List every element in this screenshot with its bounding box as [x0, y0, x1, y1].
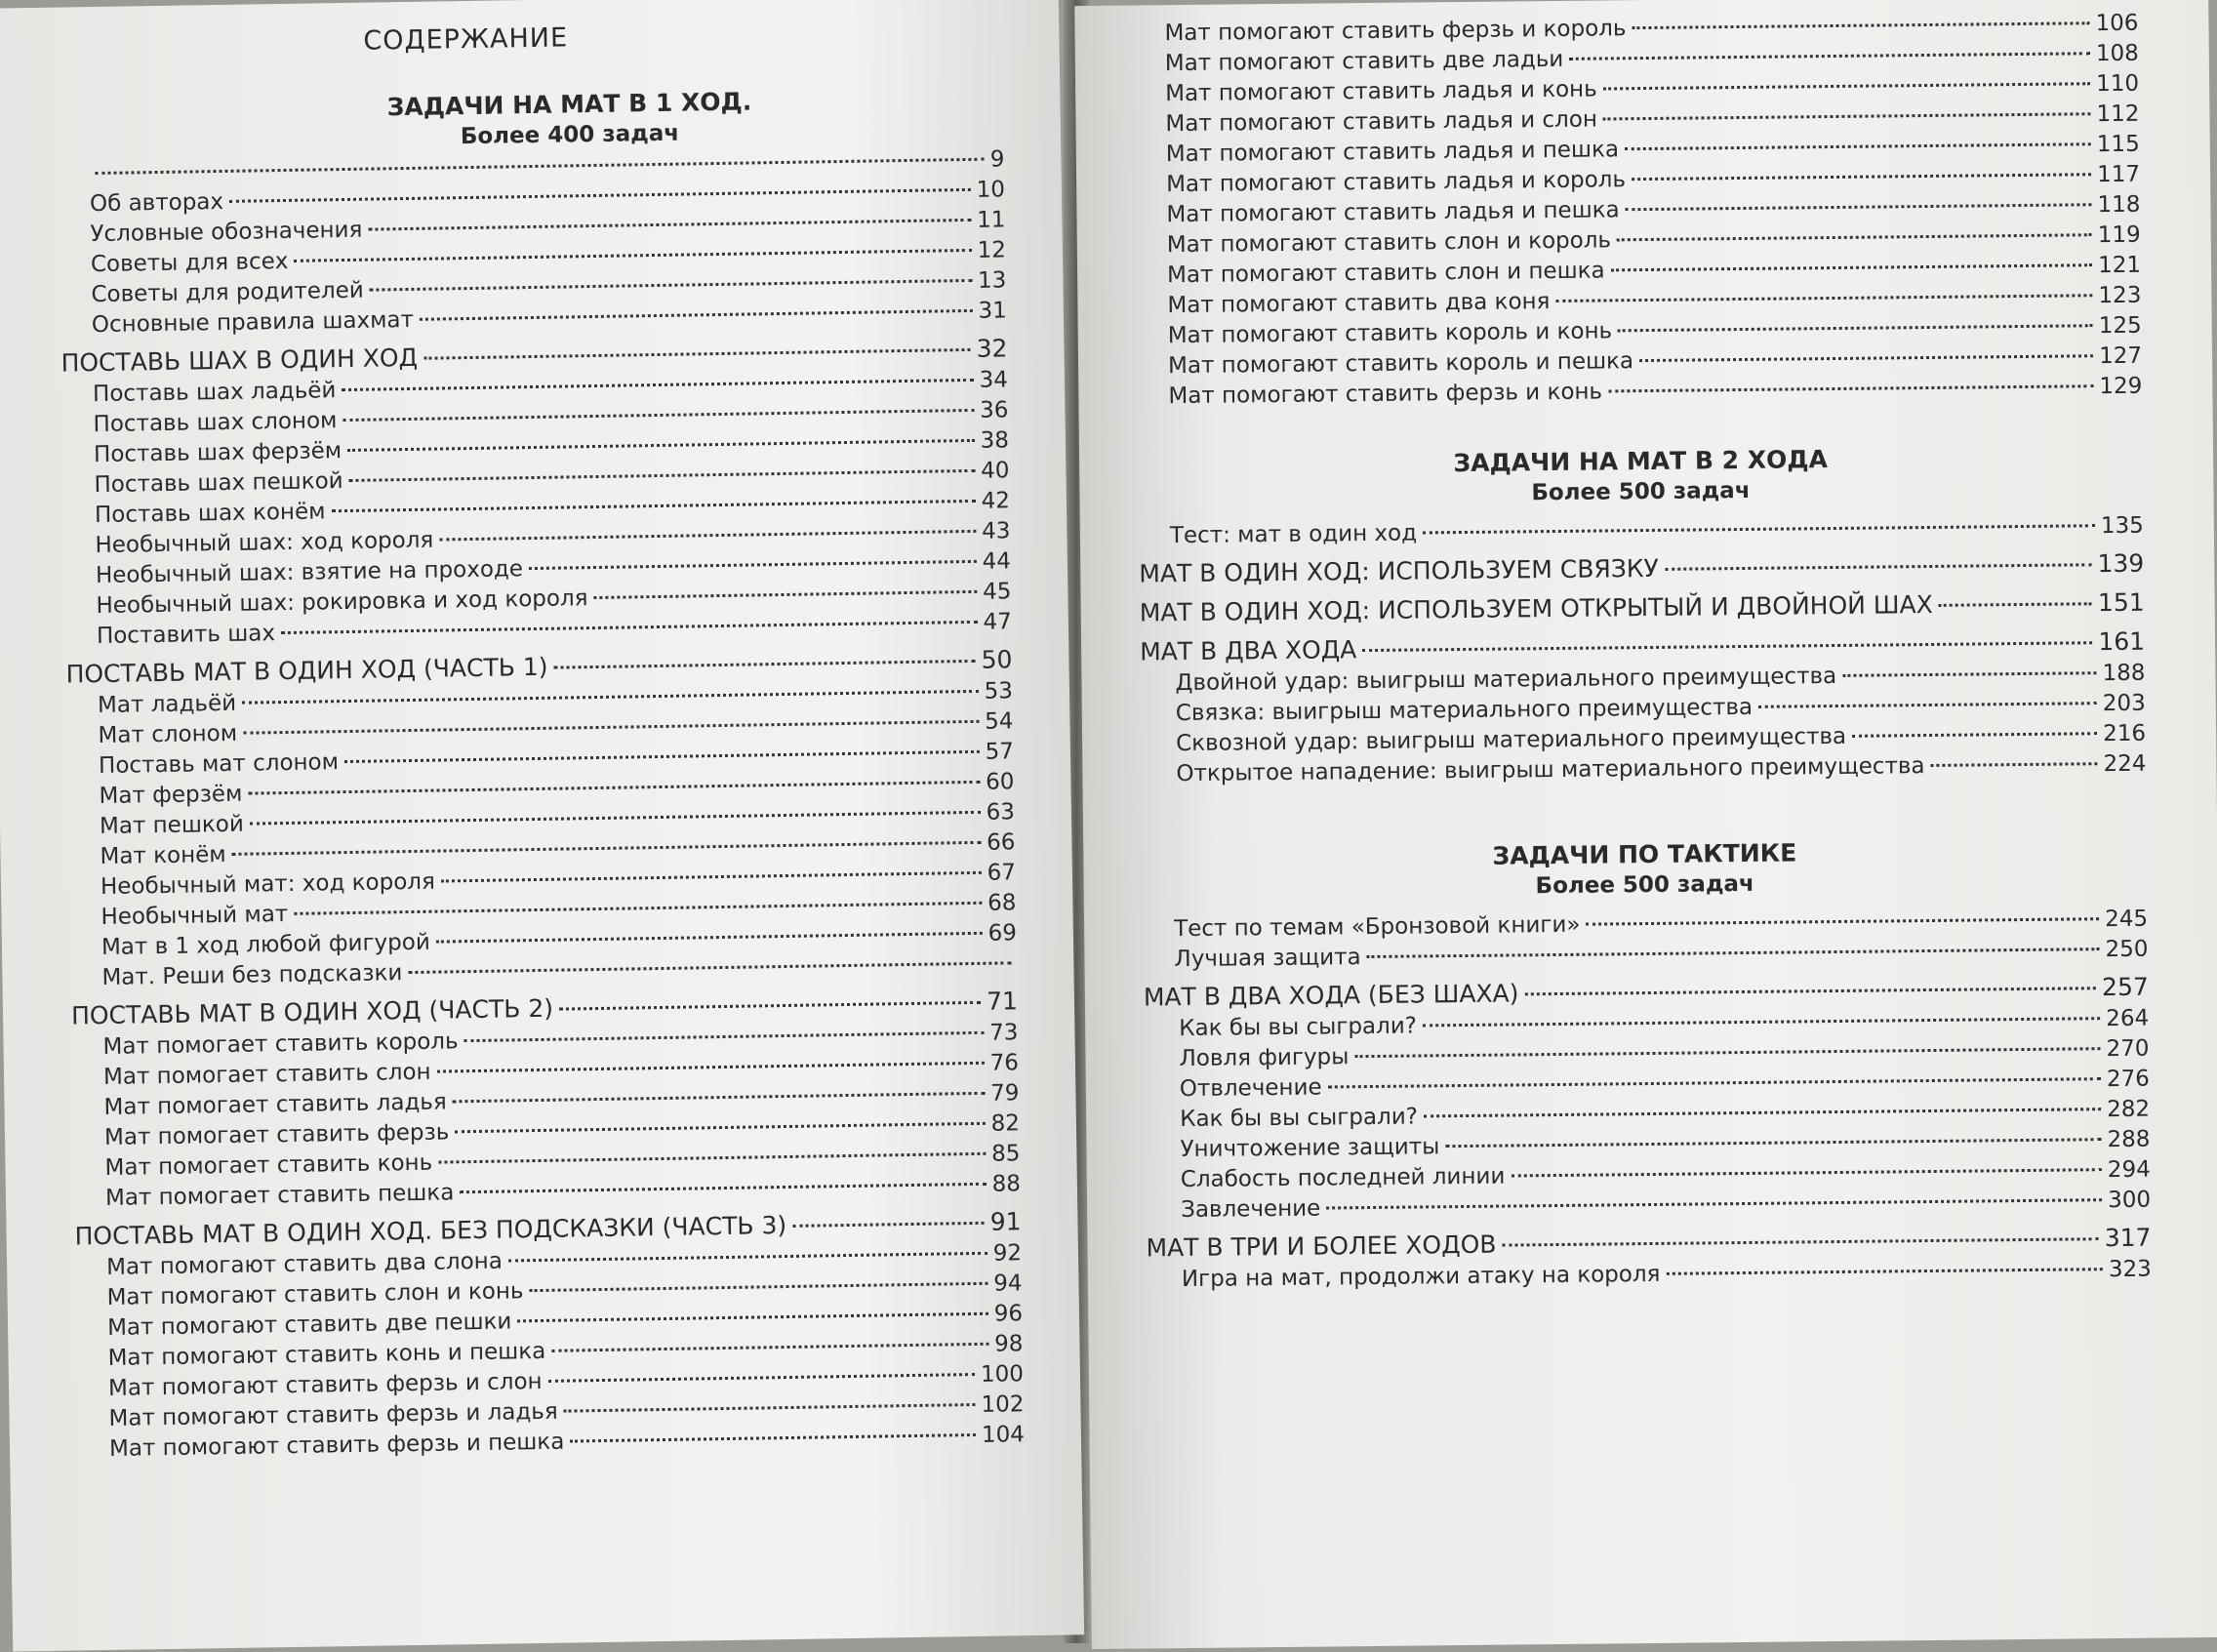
dot-leader	[1354, 1047, 2100, 1058]
toc-entry-label: Поставь шах конём	[94, 499, 326, 529]
dot-leader	[460, 1183, 986, 1193]
toc-entry-label: Необычный мат: ход короля	[100, 868, 436, 901]
toc-page-number: 94	[993, 1270, 1023, 1297]
dot-leader	[551, 1343, 988, 1352]
toc-entry-label: Мат в 1 ход любой фигурой	[101, 929, 430, 961]
dot-leader	[347, 439, 975, 452]
toc-entry-label: Мат помогают ставить ладья и слон	[1165, 106, 1598, 138]
section-subtitle: Более 500 задач	[1531, 477, 1751, 506]
toc-page-number: 102	[981, 1391, 1025, 1418]
dot-leader	[529, 1282, 988, 1292]
toc-page-number: 63	[986, 799, 1016, 826]
toc-page-number: 38	[980, 427, 1010, 454]
dot-leader	[1362, 641, 2092, 652]
toc-page-number: 53	[984, 678, 1014, 705]
toc-chapter-entry	[1139, 547, 2144, 591]
toc-page-number: 82	[990, 1110, 1021, 1137]
toc-entry-label: Мат помогают ставить слон и пешка	[1166, 258, 1605, 289]
toc-entry-label: Тест: мат в один ход	[1169, 520, 1418, 549]
toc-page-number: 135	[2100, 512, 2144, 540]
dot-leader	[453, 1092, 985, 1104]
toc-page-number: 85	[990, 1141, 1021, 1167]
dot-leader	[1423, 1017, 2100, 1027]
toc-page-number: 300	[2108, 1187, 2152, 1214]
dot-leader	[1665, 563, 2092, 571]
toc-page-number: 257	[2101, 972, 2149, 1002]
toc-page-number: 282	[2107, 1096, 2151, 1123]
toc-entry-label: Мат помогают ставить ладья и пешка	[1166, 197, 1620, 228]
toc-page-number: 203	[2102, 690, 2146, 717]
dot-leader	[1666, 1268, 2103, 1275]
toc-page-number: 121	[2098, 252, 2142, 279]
toc-entry-label: Двойной удар: выигрыш материального преимущества	[1175, 663, 1837, 697]
toc-entry-label: Игра на мат, продолжи атаку на короля	[1181, 1261, 1661, 1293]
toc-entry-label: Лучшая защита	[1174, 945, 1361, 973]
dot-leader	[1511, 1168, 2102, 1177]
dot-leader	[408, 961, 1011, 974]
dot-leader	[1328, 1077, 2101, 1088]
toc-page-number: 88	[991, 1171, 1022, 1197]
dot-leader	[1625, 142, 2091, 150]
toc-entry-label: Мат помогают ставить два коня	[1167, 289, 1551, 319]
dot-leader	[1639, 354, 2093, 362]
dot-leader	[593, 590, 977, 599]
toc-page-number: 216	[2103, 720, 2147, 747]
toc-page-number: 60	[985, 769, 1015, 795]
toc-page-number: 32	[976, 334, 1008, 363]
dot-leader	[1618, 324, 2093, 332]
toc-entry-label: Мат конём	[100, 841, 226, 870]
toc-page-number: 36	[979, 397, 1009, 423]
toc-page-number: 139	[2097, 548, 2145, 579]
dot-leader	[455, 1122, 985, 1134]
toc-page-number: 270	[2106, 1035, 2150, 1063]
dot-leader	[1603, 112, 2091, 120]
toc-page-number: 119	[2097, 222, 2141, 249]
toc-entry-label: Мат помогают ставить конь и пешка	[107, 1338, 546, 1371]
dot-leader	[464, 1031, 985, 1042]
toc-entry-label: Слабость последней линии	[1180, 1163, 1506, 1193]
dot-leader	[232, 841, 982, 856]
dot-leader	[95, 158, 984, 175]
dot-leader	[1758, 702, 2097, 708]
dot-leader	[344, 750, 980, 763]
dot-leader	[420, 309, 973, 321]
toc-entry-label: Необычный шах: взятие на проходе	[95, 556, 524, 589]
dot-leader	[1502, 1237, 2098, 1246]
dot-leader	[1586, 917, 2099, 926]
toc-page-number: 294	[2107, 1156, 2151, 1184]
dot-leader	[1326, 1198, 2102, 1209]
dot-leader	[436, 932, 983, 944]
toc-chapter-entry	[1140, 586, 2145, 630]
dot-leader	[1611, 263, 2093, 271]
dot-leader	[349, 469, 976, 482]
dot-leader	[242, 690, 979, 705]
toc-list	[1143, 905, 2152, 1296]
dot-leader	[529, 560, 977, 570]
toc-entry-label: Советы для всех	[90, 248, 289, 278]
toc-page-number: 110	[2096, 70, 2140, 98]
right-page	[1074, 0, 2217, 1649]
dot-leader	[1632, 21, 2089, 29]
toc-entry-label: Мат помогают ставить ферзь и пешка	[108, 1429, 565, 1462]
dot-leader	[1939, 602, 2092, 607]
dot-leader	[553, 660, 975, 669]
toc-entry-label: Отвлечение	[1179, 1074, 1322, 1103]
dot-leader	[1626, 203, 2092, 211]
dot-leader	[343, 409, 974, 422]
toc-entry-label: Необычный мат	[101, 901, 289, 931]
dot-leader	[294, 249, 971, 262]
toc-page-number: 71	[986, 987, 1019, 1016]
dot-leader	[281, 621, 978, 634]
toc-entry-label: Мат ладьёй	[97, 690, 237, 719]
toc-list	[1139, 511, 2147, 790]
toc-page-number: 129	[2099, 373, 2143, 400]
toc-entry-label: МАТ В ДВА ХОДА (БЕЗ ШАХА)	[1143, 979, 1519, 1012]
toc-entry-label: Об авторах	[89, 188, 224, 218]
toc-page-number: 57	[985, 739, 1015, 765]
toc-page-number: 68	[987, 890, 1017, 916]
toc-page-number: 264	[2106, 1005, 2150, 1032]
toc-page-number: 10	[976, 177, 1006, 203]
toc-entry-label: Мат помогает ставить ферзь	[103, 1119, 450, 1150]
toc-page-number: 67	[987, 860, 1017, 886]
dot-leader	[548, 1373, 976, 1383]
section-title: ЗАДАЧИ НА МАТ В 1 ХОД.	[386, 87, 752, 122]
toc-entry-label: Мат помогают ставить две пешки	[106, 1309, 512, 1341]
dot-leader	[370, 279, 972, 292]
toc-entry-label: Мат. Реши без подсказки	[101, 960, 403, 991]
toc-page-number: 245	[2105, 906, 2149, 933]
dot-leader	[1423, 524, 2095, 534]
toc-entry-label: Мат помогает ставить слон	[102, 1059, 431, 1090]
toc-entry-label: МАТ В ТРИ И БОЛЕЕ ХОДОВ	[1146, 1229, 1497, 1263]
toc-page-number: 34	[979, 367, 1009, 393]
dot-leader	[342, 379, 973, 391]
toc-entry-label: Условные обозначения	[90, 217, 363, 248]
dot-leader	[1424, 1108, 2101, 1117]
dot-leader	[439, 530, 976, 542]
toc-page-number: 317	[2104, 1223, 2152, 1253]
toc-entry-label: МАТ В ДВА ХОДА	[1139, 635, 1357, 666]
dot-leader	[792, 1222, 985, 1228]
dot-leader	[229, 188, 971, 203]
toc-entry-label: Мат помогают ставить две ладьи	[1164, 46, 1564, 77]
toc-page-number: 100	[980, 1361, 1025, 1388]
toc-entry-label: Мат помогает ставить пешка	[104, 1180, 455, 1211]
toc-page-number: 115	[2096, 131, 2140, 158]
dot-leader	[1852, 732, 2097, 738]
dot-leader	[437, 1062, 985, 1073]
toc-entry-label: Мат ферзём	[99, 781, 243, 810]
toc-entry-label: Поставить шах	[96, 621, 276, 650]
left-page	[0, 0, 1084, 1652]
toc-page-number: 66	[986, 829, 1016, 856]
section-title: ЗАДАЧИ НА МАТ В 2 ХОДА	[1453, 445, 1829, 478]
toc-page-number: 98	[993, 1331, 1024, 1357]
toc-entry-label: Сквозной удар: выигрыш материального преимущества	[1176, 723, 1847, 757]
toc-page-number: 112	[2096, 101, 2140, 128]
toc-entry-label: Поставь шах ферзём	[93, 438, 343, 468]
dot-leader	[517, 1312, 988, 1323]
toc-entry-label: ПОСТАВЬ ШАХ В ОДИН ХОД	[60, 342, 419, 378]
toc-page-number: 54	[984, 708, 1014, 735]
toc-entry-label: Тест по темам «Бронзовой книги»	[1173, 911, 1581, 943]
toc-entry-label: Мат помогают ставить ферзь и ладья	[108, 1398, 558, 1431]
toc-entry-label: Мат помогает ставить король	[102, 1028, 459, 1060]
toc-entry-label: ПОСТАВЬ МАТ В ОДИН ХОД (ЧАСТЬ 1)	[65, 652, 548, 689]
dot-leader	[438, 1152, 986, 1164]
dot-leader	[294, 902, 982, 915]
toc-page-number: 47	[983, 609, 1013, 635]
page-title: СОДЕРЖАНИЕ	[363, 22, 569, 57]
dot-leader	[368, 219, 971, 231]
dot-leader	[243, 720, 979, 735]
toc-page-number: 13	[977, 267, 1007, 294]
dot-leader	[250, 811, 981, 826]
toc-page-number: 123	[2098, 282, 2142, 309]
toc-page-number: 31	[978, 298, 1008, 324]
toc-entry-label: МАТ В ОДИН ХОД: ИСПОЛЬЗУЕМ СВЯЗКУ	[1139, 553, 1659, 588]
dot-leader	[1555, 294, 2092, 302]
toc-page-number: 108	[2095, 40, 2139, 67]
toc-entry-label: Связка: выигрыш материального преимущества	[1175, 694, 1753, 727]
toc-entry-label: Уничтожение защиты	[1180, 1134, 1440, 1163]
toc-page-number: 76	[989, 1050, 1020, 1076]
toc-entry-label: Как бы вы сыграли?	[1180, 1104, 1419, 1133]
toc-entry-label: Завлечение	[1181, 1195, 1321, 1224]
section-title: ЗАДАЧИ ПО ТАКТИКЕ	[1492, 838, 1797, 870]
toc-entry-label: Мат помогают ставить король и пешка	[1167, 348, 1634, 380]
toc-page-number: 250	[2105, 936, 2149, 963]
toc-page-number: 117	[2097, 161, 2141, 188]
toc-page-number: 12	[977, 237, 1007, 263]
toc-entry-label: Мат пешкой	[99, 811, 245, 840]
toc-entry-label: МАТ В ОДИН ХОД: ИСПОЛЬЗУЕМ ОТКРЫТЫЙ И ДВОЙНОЙ ШАХ	[1139, 589, 1933, 627]
toc-page-number: 11	[976, 207, 1006, 233]
toc-entry-label: Мат слоном	[98, 720, 238, 749]
dot-leader	[1569, 52, 2090, 60]
toc-page-number: 127	[2098, 342, 2143, 370]
toc-entry-label: Мат помогают ставить ферзь и конь	[1168, 379, 1603, 410]
toc-entry-label: Ловля фигуры	[1179, 1044, 1350, 1072]
dot-leader	[1524, 987, 2096, 995]
section-subtitle: Более 500 задач	[1535, 870, 1754, 900]
dot-leader	[508, 1252, 988, 1263]
toc-page-number: 96	[993, 1301, 1024, 1327]
toc-entry-label: Мат помогает ставить ладья	[103, 1089, 447, 1120]
toc-entry-label: Поставь шах слоном	[93, 408, 338, 438]
dot-leader	[423, 348, 971, 360]
toc-entry-label: Открытое нападение: выигрыш материального преимущества	[1176, 753, 1925, 787]
toc-entry-label: ПОСТАВЬ МАТ В ОДИН ХОД. БЕЗ ПОДСКАЗКИ (ЧАСТЬ 3)	[74, 1211, 787, 1251]
dot-leader	[1632, 173, 2091, 181]
toc-entry-label: Мат помогают ставить король и конь	[1167, 318, 1613, 349]
toc-entry-label: Мат помогают ставить ладья и король	[1166, 167, 1627, 198]
toc-entry-label: Как бы вы сыграли?	[1179, 1013, 1418, 1042]
toc-entry-label: Поставь мат слоном	[98, 749, 340, 780]
dot-leader	[1617, 233, 2092, 241]
toc-page-number: 44	[982, 548, 1012, 575]
dot-leader	[441, 871, 982, 883]
toc-page-number: 288	[2107, 1126, 2151, 1153]
left-toc-column	[56, 0, 1025, 1465]
toc-page-number: 45	[982, 579, 1012, 605]
toc-page-number: 92	[992, 1240, 1023, 1267]
right-toc-column	[1133, 0, 2152, 1295]
toc-entry-label: Мат помогает ставить конь	[104, 1149, 433, 1181]
toc-entry-label: Мат помогают ставить два слона	[105, 1248, 504, 1280]
toc-list	[58, 144, 1025, 1465]
toc-page-number: 69	[988, 920, 1018, 947]
toc-page-number: 161	[2098, 626, 2146, 657]
toc-entry-label: Мат помогают ставить ферзь и слон	[107, 1368, 543, 1401]
toc-page-number: 106	[2095, 10, 2139, 37]
toc-page-number: 42	[981, 488, 1011, 514]
toc-entry-label: Необычный шах: рокировка и ход короля	[96, 585, 588, 620]
toc-page-number: 224	[2103, 750, 2147, 778]
dot-leader	[564, 1403, 976, 1413]
dot-leader	[1367, 947, 2100, 958]
toc-page-number: 276	[2106, 1066, 2150, 1093]
dot-leader	[1603, 82, 2091, 90]
toc-page-number: 125	[2098, 312, 2142, 340]
toc-page-number: 118	[2097, 191, 2141, 219]
toc-entry-label: ПОСТАВЬ МАТ В ОДИН ХОД (ЧАСТЬ 2)	[70, 993, 554, 1030]
toc-page-number: 43	[981, 518, 1011, 544]
toc-page-number: 73	[988, 1020, 1019, 1046]
dot-leader	[559, 1001, 981, 1011]
toc-page-number: 40	[980, 458, 1010, 484]
toc-page-number: 104	[981, 1422, 1026, 1448]
section-subtitle: Более 400 задач	[460, 120, 680, 150]
toc-entry-label: Необычный шах: ход короля	[95, 527, 434, 559]
toc-entry-label: Мат помогают ставить слон и конь	[106, 1278, 524, 1310]
toc-entry-label: Мат помогают ставить ладья и пешка	[1165, 137, 1620, 168]
dot-leader	[1608, 384, 2093, 392]
toc-page-number: 188	[2102, 660, 2146, 687]
toc-entry-label: Поставь шах пешкой	[94, 468, 343, 499]
toc-entry-label: Мат помогают ставить ферзь и король	[1164, 16, 1627, 47]
toc-entry-label: Мат помогают ставить слон и король	[1166, 227, 1612, 259]
toc-page-number: 79	[989, 1080, 1020, 1107]
dot-leader	[1445, 1138, 2101, 1148]
toc-page-number: 50	[981, 645, 1013, 674]
toc-entry-label: Мат помогают ставить ладья и конь	[1165, 76, 1597, 107]
toc-entry-label: Основные правила шахмат	[91, 306, 415, 339]
dot-leader	[248, 781, 980, 795]
toc-list	[1133, 9, 2142, 413]
toc-page-number: 9	[989, 146, 1005, 173]
toc-entry-label: Советы для родителей	[91, 277, 364, 308]
toc-page-number: 91	[989, 1207, 1022, 1236]
dot-leader	[331, 500, 975, 512]
toc-page-number: 151	[2097, 587, 2145, 618]
dot-leader	[1842, 671, 2096, 677]
toc-page-number: 323	[2108, 1256, 2152, 1283]
dot-leader	[1931, 762, 2098, 767]
dot-leader	[570, 1433, 976, 1443]
toc-entry-label: Поставь шах ладьёй	[92, 378, 337, 408]
